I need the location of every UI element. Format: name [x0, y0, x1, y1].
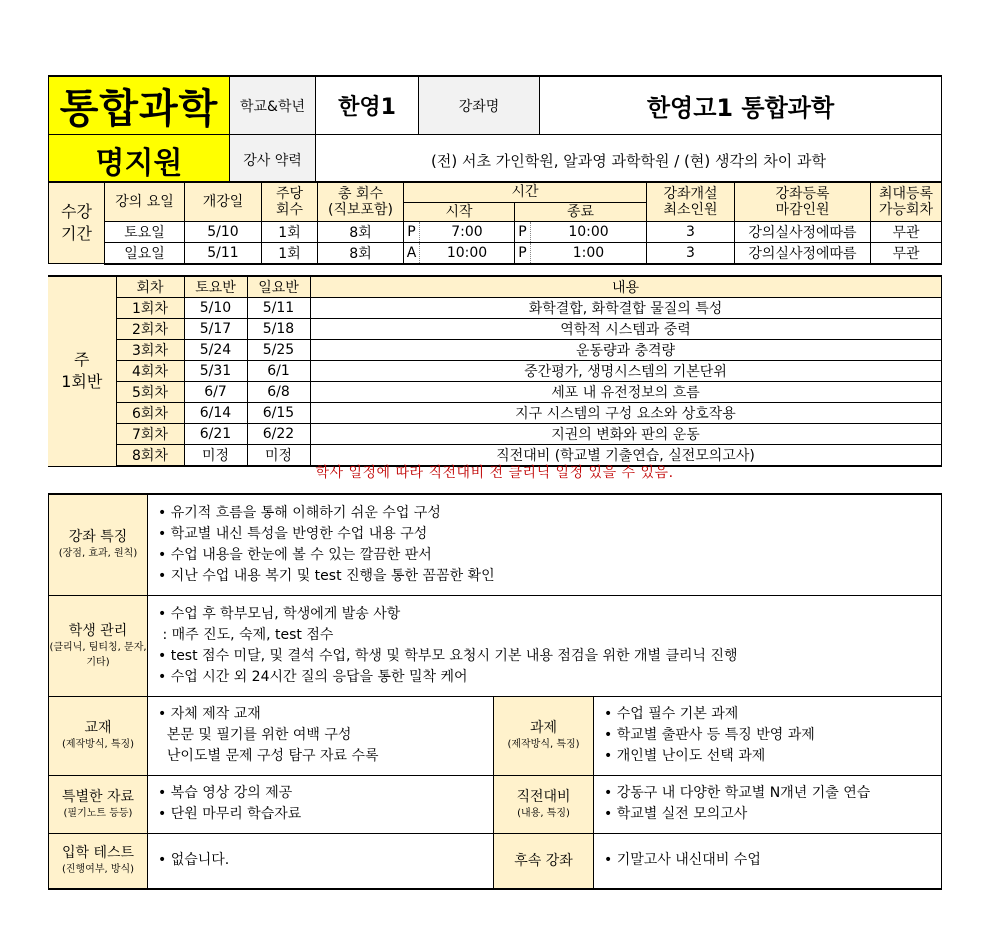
features-title: 강좌 특징	[68, 529, 128, 546]
course-label: 강좌명	[419, 76, 540, 135]
col-end: 종료	[515, 202, 647, 221]
round: 6회차	[116, 403, 184, 424]
career-value: (전) 서초 가인학원, 알과영 과학학원 / (현) 생각의 차이 과학	[316, 135, 942, 187]
start-time: 7:00	[420, 221, 515, 242]
homework-line: • 개인별 난이도 선택 과제	[604, 748, 766, 764]
weekly-row	[48, 319, 941, 340]
col-min: 강좌개설 최소인원	[647, 182, 735, 221]
exam-prep-label	[494, 775, 594, 833]
col-start-date: 개강일	[185, 182, 262, 221]
special-sub: (필기노트 등등)	[63, 807, 133, 819]
max-rounds: 무관	[871, 221, 942, 242]
weekly-row	[48, 403, 941, 424]
management-label	[49, 595, 148, 696]
features-line: • 수업 내용을 한눈에 볼 수 있는 깔끔한 판서	[158, 546, 432, 563]
content: 중간평가, 생명시스템의 기본단위	[310, 361, 941, 382]
management-line: • 수업 시간 외 24시간 질의 응답을 통한 밀착 케어	[158, 668, 468, 685]
features-row	[49, 494, 942, 595]
weekly-row	[48, 361, 941, 382]
round: 5회차	[116, 382, 184, 403]
followup-content	[594, 833, 942, 889]
start-period: P	[404, 221, 420, 242]
start-time: 10:00	[420, 242, 515, 264]
followup-label	[494, 833, 594, 889]
col-total: 총 회수 (직보포함)	[318, 182, 404, 221]
header-table	[48, 75, 942, 188]
management-row	[49, 595, 942, 696]
round: 1회차	[116, 298, 184, 319]
weekly-side-label: 주 1회반	[48, 276, 116, 466]
followup-line: • 기말고사 내신대비 수업	[604, 852, 761, 869]
exam-prep-content	[594, 775, 942, 833]
exam-prep-sub: (내용, 특징)	[517, 807, 570, 819]
weekly-table	[48, 275, 942, 467]
round: 8회차	[116, 445, 184, 467]
content: 운동량과 충격량	[310, 340, 941, 361]
content: 화학결합, 화학결합 물질의 특성	[310, 298, 941, 319]
min-count: 3	[647, 242, 735, 264]
sun-date: 6/1	[247, 361, 310, 382]
content: 세포 내 유전정보의 흐름	[310, 382, 941, 403]
col-round: 회차	[116, 276, 184, 298]
entrance-title: 입학 테스트	[61, 845, 135, 862]
exam-prep-title: 직전대비	[516, 788, 571, 805]
textbook-label	[49, 696, 148, 775]
entrance-content	[148, 833, 494, 889]
sat-date: 6/14	[184, 403, 247, 424]
textbook-title: 교재	[84, 720, 112, 736]
max-rounds: 무관	[871, 242, 942, 264]
career-label: 강사 약력	[230, 135, 316, 187]
management-line: : 매주 진도, 숙제, test 점수	[158, 626, 334, 643]
sun-date: 6/15	[247, 403, 310, 424]
textbook-line: 난이도별 문제 구성 탐구 자료 수록	[158, 748, 379, 764]
end-time: 10:00	[531, 221, 647, 242]
sun-date: 6/22	[247, 424, 310, 445]
entrance-label	[49, 833, 148, 889]
school-label: 학교&학년	[230, 76, 316, 135]
management-sub: (클리닉, 팀티칭, 문자, 기타)	[49, 641, 147, 668]
total-count: 8회	[318, 221, 404, 242]
sat-date: 5/17	[184, 319, 247, 340]
total-count: 8회	[318, 242, 404, 264]
followup-title: 후속 강좌	[514, 852, 573, 869]
sat-date: 미정	[184, 445, 247, 467]
weekly-row	[48, 424, 941, 445]
deadline: 강의실사정에따름	[735, 221, 871, 242]
col-sun: 일요반	[247, 276, 310, 298]
features-line: • 학교별 내신 특성을 반영한 수업 내용 구성	[158, 525, 428, 542]
textbook-line: • 자체 제작 교재	[158, 706, 261, 722]
end-period: P	[515, 242, 531, 264]
management-line: • 수업 후 학부모님, 학생에게 발송 사항	[158, 605, 401, 622]
content: 직전대비 (학교별 기출연습, 실전모의고사)	[310, 445, 941, 467]
sat-date: 5/10	[184, 298, 247, 319]
schedule-row	[49, 242, 942, 264]
course-value: 한영고1 통합과학	[540, 76, 942, 135]
schedule-side-label: 수강 기간	[49, 182, 105, 264]
round: 4회차	[116, 361, 184, 382]
weekly-count: 1회	[262, 221, 318, 242]
features-sub: (장점, 효과, 원칙)	[58, 548, 138, 560]
features-content	[148, 494, 942, 595]
col-max: 최대등록 가능회차	[871, 182, 942, 221]
sun-date: 5/11	[247, 298, 310, 319]
content: 역학적 시스템과 중력	[310, 319, 941, 340]
school-value: 한영1	[316, 76, 419, 135]
homework-title: 과제	[529, 720, 558, 736]
sun-date: 6/8	[247, 382, 310, 403]
sat-date: 5/31	[184, 361, 247, 382]
entrance-row	[49, 833, 942, 889]
end-period: P	[515, 221, 531, 242]
end-time: 1:00	[531, 242, 647, 264]
textbook-line: 본문 및 필기를 위한 여백 구성	[158, 727, 352, 743]
sat-date: 5/24	[184, 340, 247, 361]
entrance-line: • 없습니다.	[158, 852, 230, 869]
exam-prep-line: • 학교별 실전 모의고사	[604, 806, 748, 822]
special-label	[49, 775, 148, 833]
management-content	[148, 595, 942, 696]
special-row	[49, 775, 942, 833]
col-content: 내용	[310, 276, 941, 298]
textbook-content	[148, 696, 494, 775]
special-title: 특별한 자료	[61, 788, 135, 805]
special-line: • 단원 마무리 학습자료	[158, 806, 302, 822]
homework-label	[494, 696, 594, 775]
management-line: • test 점수 미달, 및 결석 수업, 학생 및 학부모 요청시 기본 내용 점검을 위한 개별 클리닉 진행	[158, 647, 738, 664]
round: 3회차	[116, 340, 184, 361]
schedule-notice: 학사 일정에 따라 직전대비 전 클리닉 일정 있을 수 있음.	[315, 465, 674, 481]
homework-line: • 수업 필수 기본 과제	[604, 706, 739, 722]
features-line: • 지난 수업 내용 복기 및 test 진행을 통한 꼼꼼한 확인	[158, 567, 495, 584]
homework-content	[594, 696, 942, 775]
textbook-row	[49, 696, 942, 775]
features-label	[49, 494, 148, 595]
features-line: • 유기적 흐름을 통해 이해하기 쉬운 수업 구성	[158, 504, 441, 521]
start-date: 5/10	[185, 221, 262, 242]
sun-date: 5/18	[247, 319, 310, 340]
entrance-sub: (진행여부, 방식)	[61, 864, 135, 876]
round: 7회차	[116, 424, 184, 445]
management-title: 학생 관리	[68, 622, 128, 639]
special-content	[148, 775, 494, 833]
round: 2회차	[116, 319, 184, 340]
start-period: A	[404, 242, 420, 264]
deadline: 강의실사정에따름	[735, 242, 871, 264]
weekly-row	[48, 382, 941, 403]
start-date: 5/11	[185, 242, 262, 264]
info-table	[48, 493, 942, 890]
sat-date: 6/21	[184, 424, 247, 445]
content: 지구 시스템의 구성 요소와 상호작용	[310, 403, 941, 424]
schedule-table	[48, 181, 942, 265]
exam-prep-line: • 강동구 내 다양한 학교별 N개년 기출 연습	[604, 785, 871, 801]
schedule-row	[49, 221, 942, 242]
min-count: 3	[647, 221, 735, 242]
col-day: 강의 요일	[105, 182, 185, 221]
teacher-name: 명지원	[49, 135, 230, 187]
col-sat: 토요반	[184, 276, 247, 298]
homework-sub: (제작방식, 특징)	[507, 739, 580, 750]
day: 일요일	[105, 242, 185, 264]
special-line: • 복습 영상 강의 제공	[158, 785, 293, 801]
day: 토요일	[105, 221, 185, 242]
content: 지권의 변화와 판의 운동	[310, 424, 941, 445]
weekly-count: 1회	[262, 242, 318, 264]
col-weekly: 주당 회수	[262, 182, 318, 221]
sat-date: 6/7	[184, 382, 247, 403]
col-time: 시간	[404, 182, 647, 202]
subject-title: 통합과학	[49, 76, 230, 135]
textbook-sub: (제작방식, 특징)	[61, 739, 135, 750]
sun-date: 미정	[247, 445, 310, 467]
sun-date: 5/25	[247, 340, 310, 361]
weekly-row	[48, 340, 941, 361]
col-deadline: 강좌등록 마감인원	[735, 182, 871, 221]
homework-line: • 학교별 출판사 등 특징 반영 과제	[604, 727, 815, 743]
weekly-row	[48, 298, 941, 319]
col-begin: 시작	[404, 202, 515, 221]
